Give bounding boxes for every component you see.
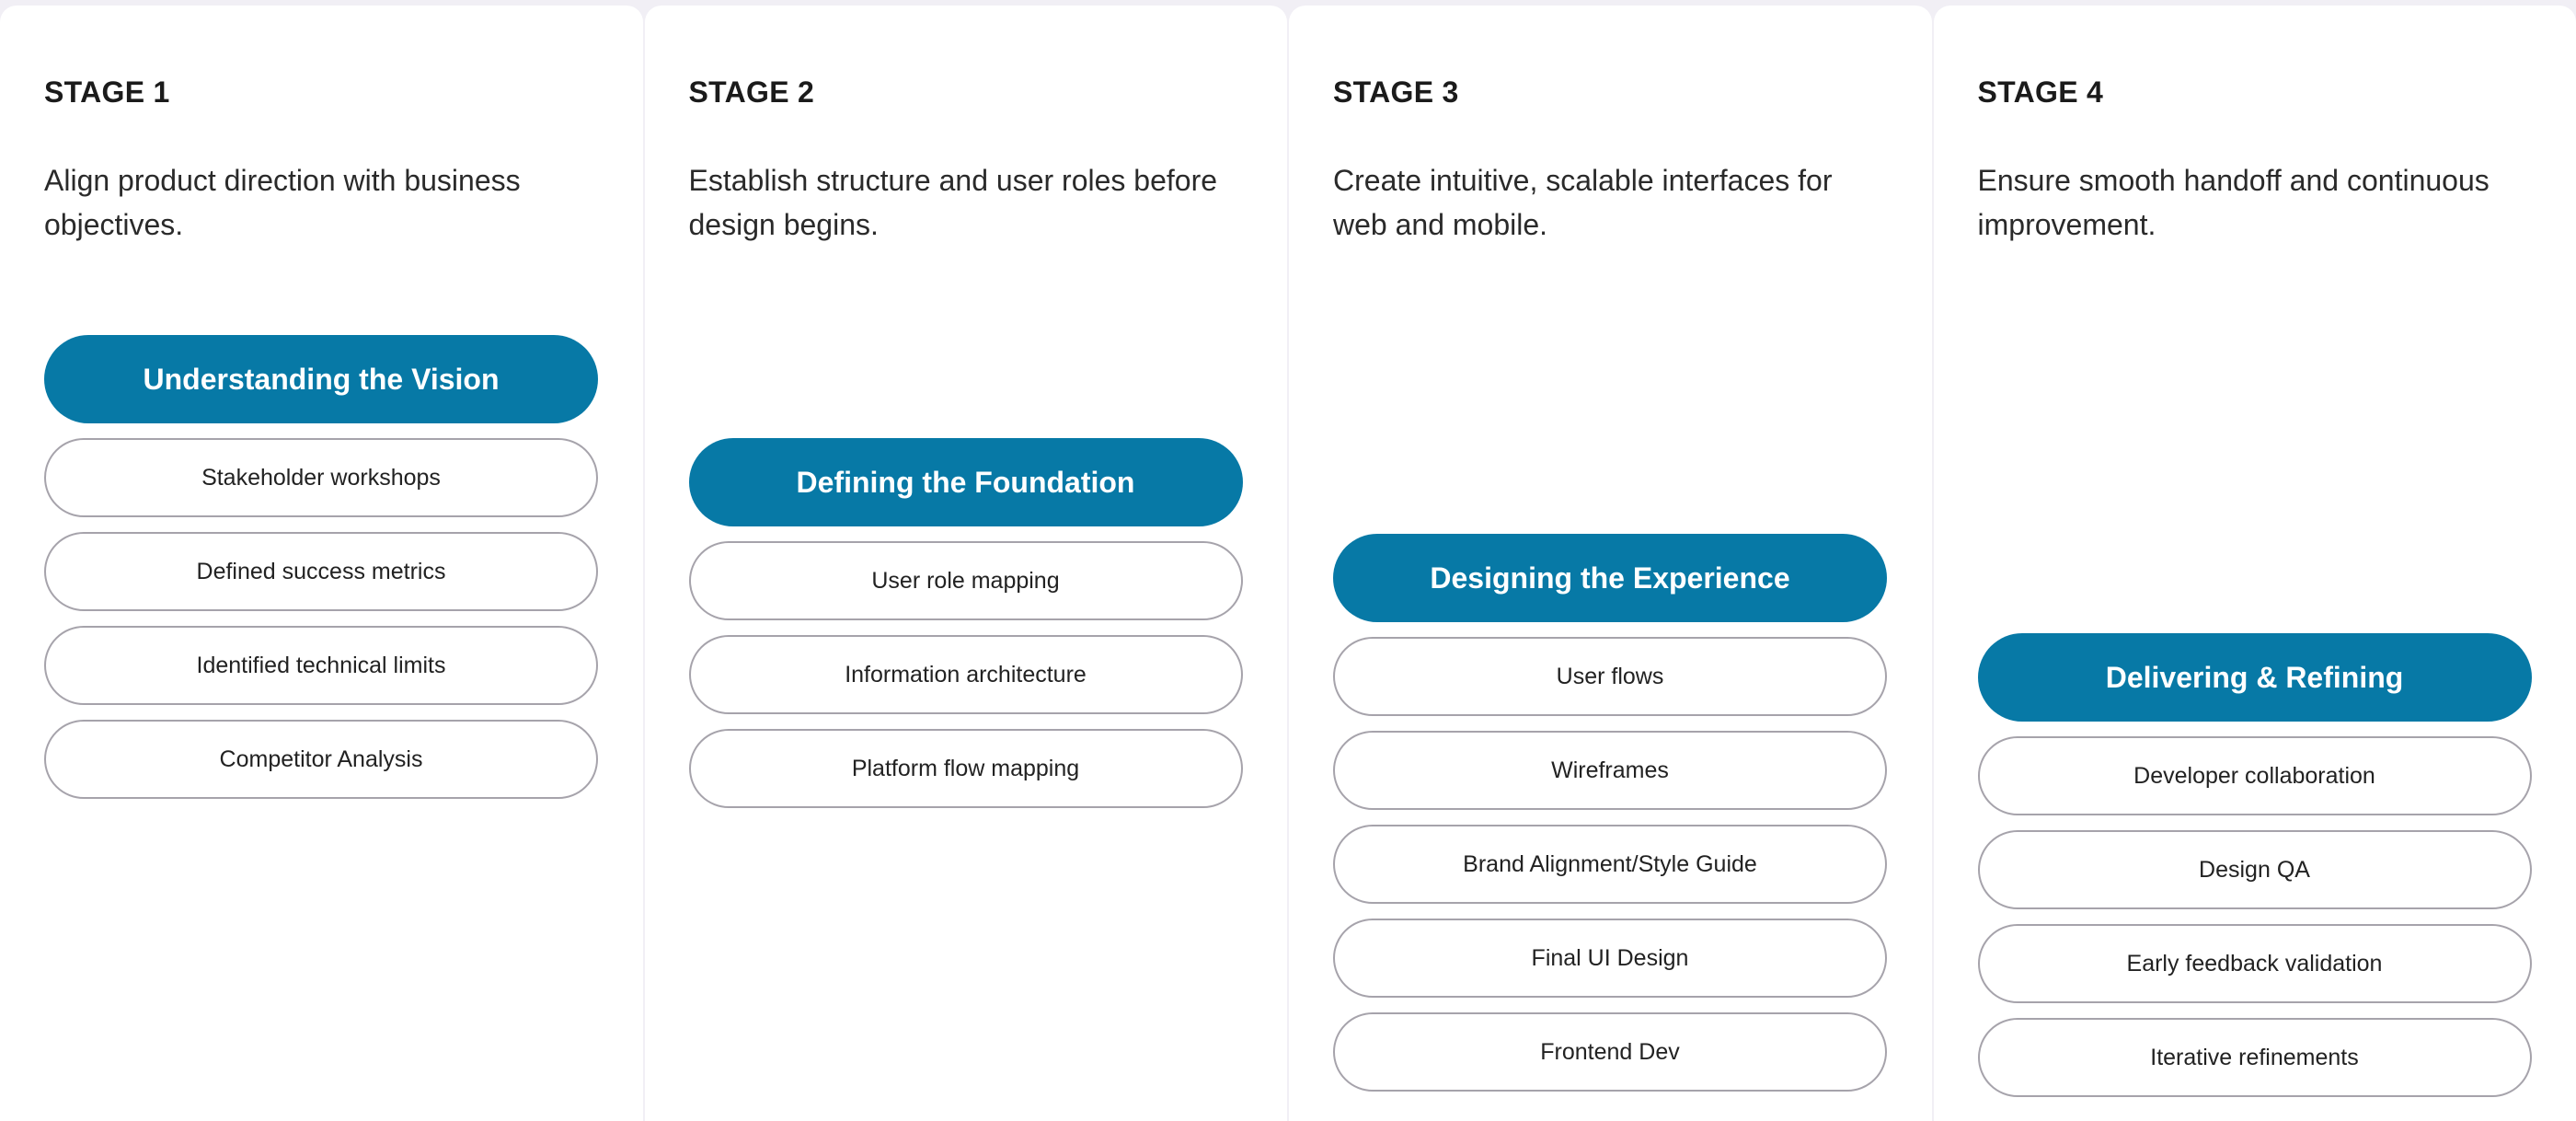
stage-2-column: [645, 6, 1288, 1121]
activity-platform-flow-mapping: Platform flow mapping: [689, 729, 1243, 808]
activity-user-flows: User flows: [1333, 637, 1887, 716]
stage-1-column: [0, 6, 643, 1121]
phase-defining-the-foundation: Defining the Foundation: [689, 438, 1243, 526]
activity-wireframes: Wireframes: [1333, 731, 1887, 810]
activity-competitor-analysis: Competitor Analysis: [44, 720, 598, 799]
activity-iterative-refinements: Iterative refinements: [1978, 1018, 2532, 1097]
stage-4-label: STAGE 4: [1977, 75, 2104, 109]
stages-diagram: [0, 6, 2576, 1121]
activity-frontend-dev: Frontend Dev: [1333, 1012, 1887, 1092]
activity-defined-success-metrics: Defined success metrics: [44, 532, 598, 611]
stage-4-group: [1978, 633, 2532, 1112]
stage-3-column: [1289, 6, 1932, 1121]
activity-brand-alignment-style-guide: Brand Alignment/Style Guide: [1333, 825, 1887, 904]
stage-3-description: Create intuitive, scalable interfaces for web and mobile.: [1333, 164, 1833, 241]
stage-1-group: [44, 335, 598, 814]
activity-user-role-mapping: User role mapping: [689, 541, 1243, 620]
stage-2-label: STAGE 2: [688, 75, 815, 109]
phase-delivering-and-refining: Delivering & Refining: [1978, 633, 2532, 722]
phase-understanding-the-vision: Understanding the Vision: [44, 335, 598, 423]
activity-information-architecture: Information architecture: [689, 635, 1243, 714]
activity-design-qa: Design QA: [1978, 830, 2532, 909]
activity-stakeholder-workshops: Stakeholder workshops: [44, 438, 598, 517]
stage-3-label: STAGE 3: [1333, 75, 1459, 109]
phase-designing-the-experience: Designing the Experience: [1333, 534, 1887, 622]
stage-3-group: [1333, 534, 1887, 1106]
stage-2-description: Establish structure and user roles before design begins.: [688, 164, 1218, 241]
stage-4-description: Ensure smooth handoff and continuous improvement.: [1977, 164, 2490, 241]
stage-4-column: [1934, 6, 2576, 1121]
activity-identified-technical-limits: Identified technical limits: [44, 626, 598, 705]
stage-1-label: STAGE 1: [44, 75, 170, 109]
activity-early-feedback-validation: Early feedback validation: [1978, 924, 2532, 1003]
activity-developer-collaboration: Developer collaboration: [1978, 736, 2532, 815]
stage-2-group: [689, 438, 1243, 823]
stage-1-description: Align product direction with business objectives.: [44, 164, 521, 241]
activity-final-ui-design: Final UI Design: [1333, 919, 1887, 998]
